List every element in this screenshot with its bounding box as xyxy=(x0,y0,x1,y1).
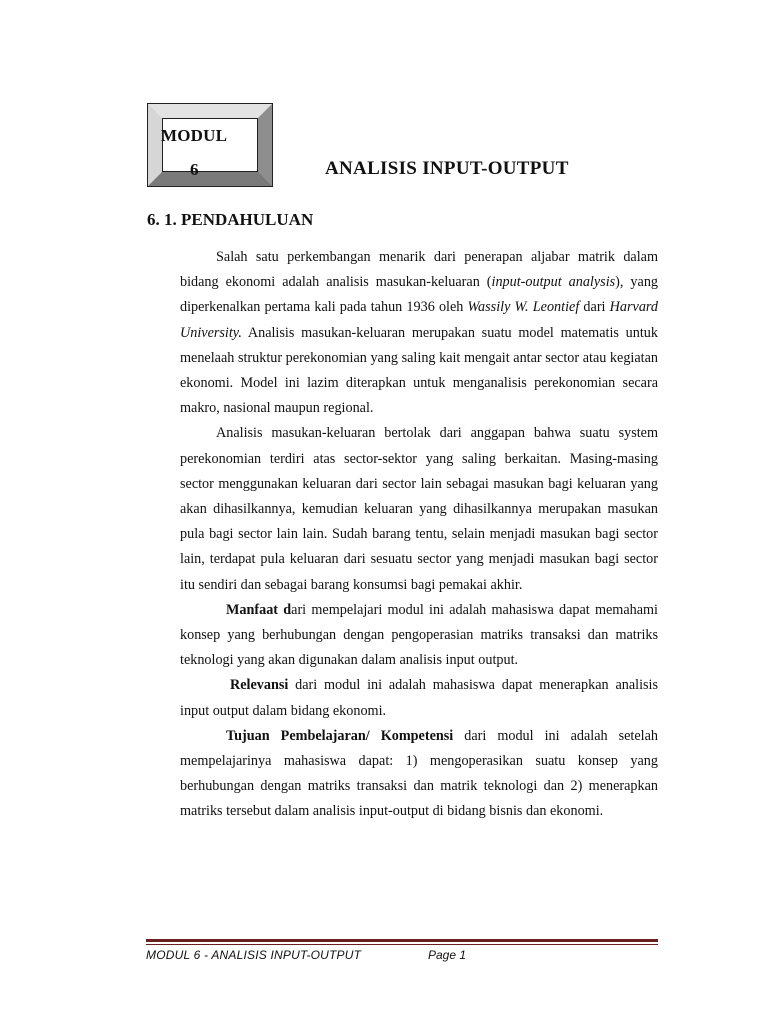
paragraph-tujuan xyxy=(180,724,658,825)
p1-text-c: ), yang diperkenalkan pertama kali pada tahun 1936 oleh xyxy=(180,274,659,316)
manfaat-text: ari mempelajari modul ini adalah mahasiswa dapat memahami konsep yang berhubungan dengan pengoperasian matriks transaksi dan matriks teknologi yang akan digunakan dalam analisis input output. xyxy=(180,601,658,669)
paragraph-relevansi xyxy=(180,673,658,723)
footer-rule-thin xyxy=(146,944,658,945)
paragraph-manfaat xyxy=(180,598,658,674)
footer-rule-thick xyxy=(146,939,658,942)
chapter-title: ANALISIS INPUT-OUTPUT xyxy=(325,158,569,179)
tujuan-label: Tujuan Pembelajaran/ Kompetensi xyxy=(226,727,454,744)
p1-text-g: Analisis masukan-keluaran merupakan suatu model matematis untuk menelaah struktur perekonomian yang saling kait mengait antar sector atau kegiatan ekonomi. Model ini lazim diterapkan untuk menganalisis perekonomian secara makro, nasional maupun regional. xyxy=(180,324,658,417)
section-heading: 6. 1. PENDAHULUAN xyxy=(147,210,314,229)
modul-number: 6 xyxy=(190,160,199,179)
paragraph-system: Analisis masukan-keluaran bertolak dari anggapan bahwa suatu system perekonomian terdiri atas sector-sektor yang saling berkaitan. Masing-masing sector menggunakan keluaran dari sector lain sebagai masukan bagi keluaran yang akan dihasilkannya, kemudian keluaran yang dihasilkannya merupakan masukan pula bagi sector lain lain. Sudah barang tentu, selain menjadi masukan bagi sector lain, terdapat pula keluaran dari sesuatu sector yang menjadi masukan bagi sector itu sendiri dan sebagai barang konsumsi bagi pemakai akhir. xyxy=(180,425,658,593)
p1-italic-term: input-output analysis xyxy=(491,274,616,291)
body-text xyxy=(180,245,658,825)
p1-text-e: dari xyxy=(579,299,610,316)
relevansi-label: Relevansi xyxy=(230,677,289,694)
p1-italic-author: Wassily W. Leontief xyxy=(467,299,580,316)
tujuan-text: dari modul ini adalah setelah mempelajarinya mahasiswa dapat: 1) mengoperasikan suatu konsep yang berhubungan dengan matriks transaksi dan matrik teknologi dan 2) menerapkan matriks tersebut dalam analisis input-output di bidang bisnis dan ekonomi. xyxy=(180,727,658,820)
paragraph-intro xyxy=(180,245,658,421)
relevansi-text: dari modul ini adalah mahasiswa dapat menerapkan analisis input output dalam bidang ekonomi. xyxy=(180,677,658,719)
manfaat-label: Manfaat d xyxy=(226,601,292,618)
p1-italic-university: Harvard University. xyxy=(180,299,658,341)
p1-text-a: Salah satu perkembangan menarik dari penerapan aljabar matrik dalam bidang ekonomi adalah analisis masukan-keluaran ( xyxy=(180,249,658,291)
footer-page-number: Page 1 xyxy=(428,948,467,962)
modul-label: MODUL xyxy=(161,126,228,145)
footer-module-title: MODUL 6 - ANALISIS INPUT-OUTPUT xyxy=(146,948,362,962)
